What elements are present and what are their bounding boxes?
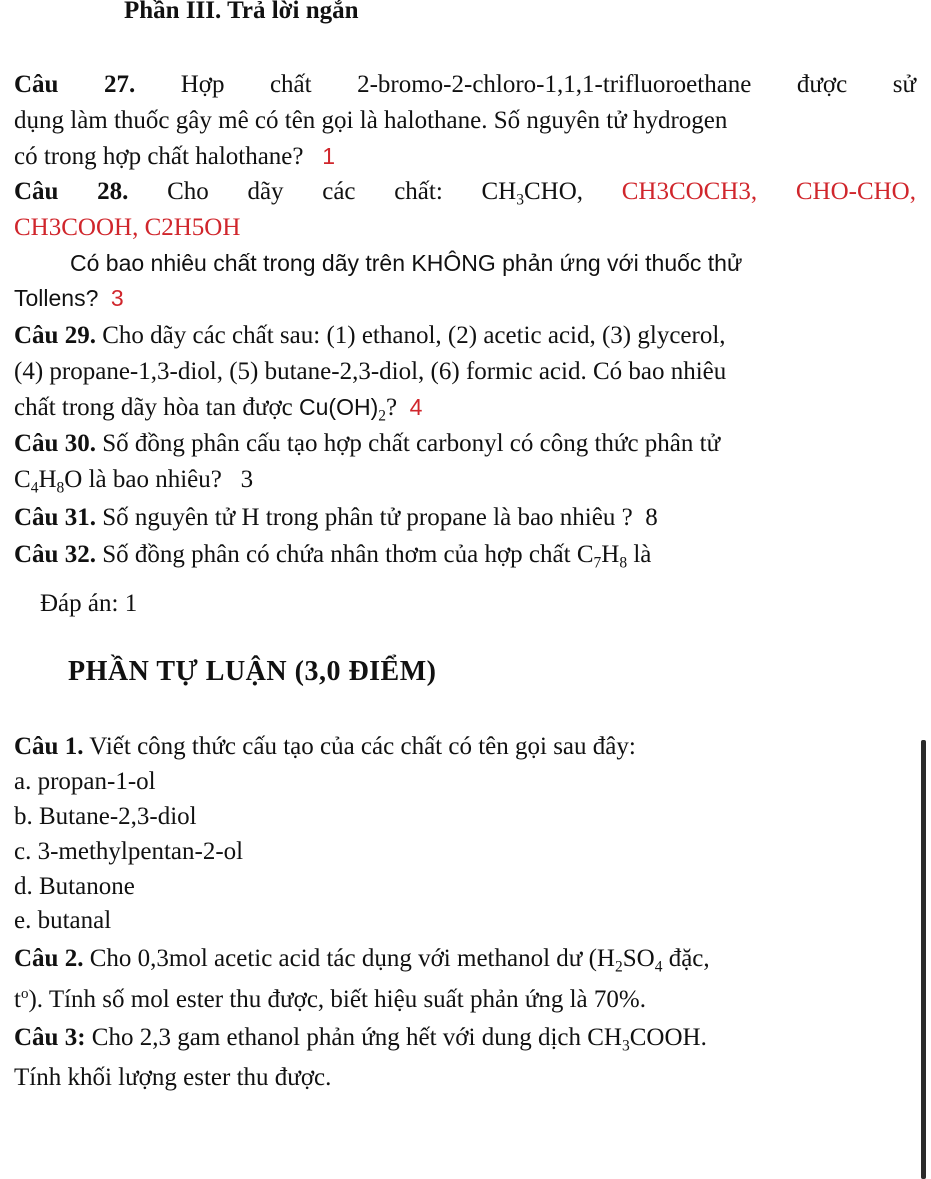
essay-item-d: d. Butanone	[14, 873, 135, 900]
question-30-line1: Câu 30. Số đồng phân cấu tạo hợp chất carbonyl có công thức phân tử	[14, 430, 721, 457]
question-27-line1: Câu 27. Hợp chất 2-bromo-2-chloro-1,1,1-trifluoroethane được sử	[14, 71, 916, 98]
question-28-answer: 3	[110, 285, 124, 311]
essay-item-c: c. 3-methylpentan-2-ol	[14, 838, 244, 865]
essay-item-a: a. propan-1-ol	[14, 768, 156, 795]
question-28-line3: Có bao nhiêu chất trong dãy trên KHÔNG phản ứng với thuốc thử	[70, 250, 743, 276]
essay-question-2-line1: Câu 2. Cho 0,3mol acetic acid tác dụng với methanol dư ($H_2SO_4$ đặc,	[14, 945, 710, 976]
vertical-scrollbar[interactable]	[921, 740, 926, 1179]
essay-section-title: PHẦN TỰ LUẬN (3,0 ĐIỂM)	[68, 656, 437, 687]
essay-item-b: b. Butane-2,3-diol	[14, 803, 197, 830]
question-29-line1: Câu 29. Cho dãy các chất sau: (1) ethanol, (2) acetic acid, (3) glycerol,	[14, 322, 726, 349]
question-28-line1: Câu 28. Cho dãy các chất: $CH_3CHO$, CH3COCH3, CHO-CHO,	[14, 178, 916, 209]
essay-question-2-line2: $t^o$). Tính số mol ester thu được, biết hiệu suất phản ứng là 70%.	[14, 986, 646, 1013]
question-30-line2: $C_4H_8O$ là bao nhiêu? 3	[14, 466, 254, 497]
question-27-line2: dụng làm thuốc gây mê có tên gọi là halothane. Số nguyên tử hydrogen	[14, 107, 728, 134]
question-29-line3: chất trong dãy hòa tan được $Cu(OH)_2$? 4	[14, 394, 423, 425]
essay-question-3-line2: Tính khối lượng ester thu được.	[14, 1064, 332, 1091]
question-27-answer: 1	[322, 143, 336, 169]
question-32-line1: Câu 32. Số đồng phân có chứa nhân thơm của hợp chất $C_7H_8$ là	[14, 541, 652, 572]
section3-title: Phần III. Trả lời ngắn	[124, 0, 359, 24]
question-32-answer: Đáp án: 1	[40, 590, 138, 617]
question-30-answer: 3	[240, 466, 254, 493]
question-31-answer: 8	[645, 504, 658, 531]
essay-question-1: Câu 1. Viết công thức cấu tạo của các chất có tên gọi sau đây:	[14, 733, 636, 760]
question-29-line2: (4) propane-1,3-diol, (5) butane-2,3-diol, (6) formic acid. Có bao nhiêu	[14, 358, 727, 385]
question-31-line1: Câu 31. Số nguyên tử H trong phân tử propane là bao nhiêu ? 8	[14, 504, 658, 531]
essay-item-e: e. butanal	[14, 907, 112, 934]
question-27-line3: có trong hợp chất halothane? 1	[14, 143, 336, 170]
question-28-line4: Tollens? 3	[14, 285, 124, 311]
question-28-line2: CH3COOH, C2H5OH	[14, 214, 241, 241]
essay-question-3-line1: Câu 3: Cho 2,3 gam ethanol phản ứng hết với dung dịch $CH_3COOH$.	[14, 1024, 707, 1055]
question-29-answer: 4	[409, 394, 423, 420]
